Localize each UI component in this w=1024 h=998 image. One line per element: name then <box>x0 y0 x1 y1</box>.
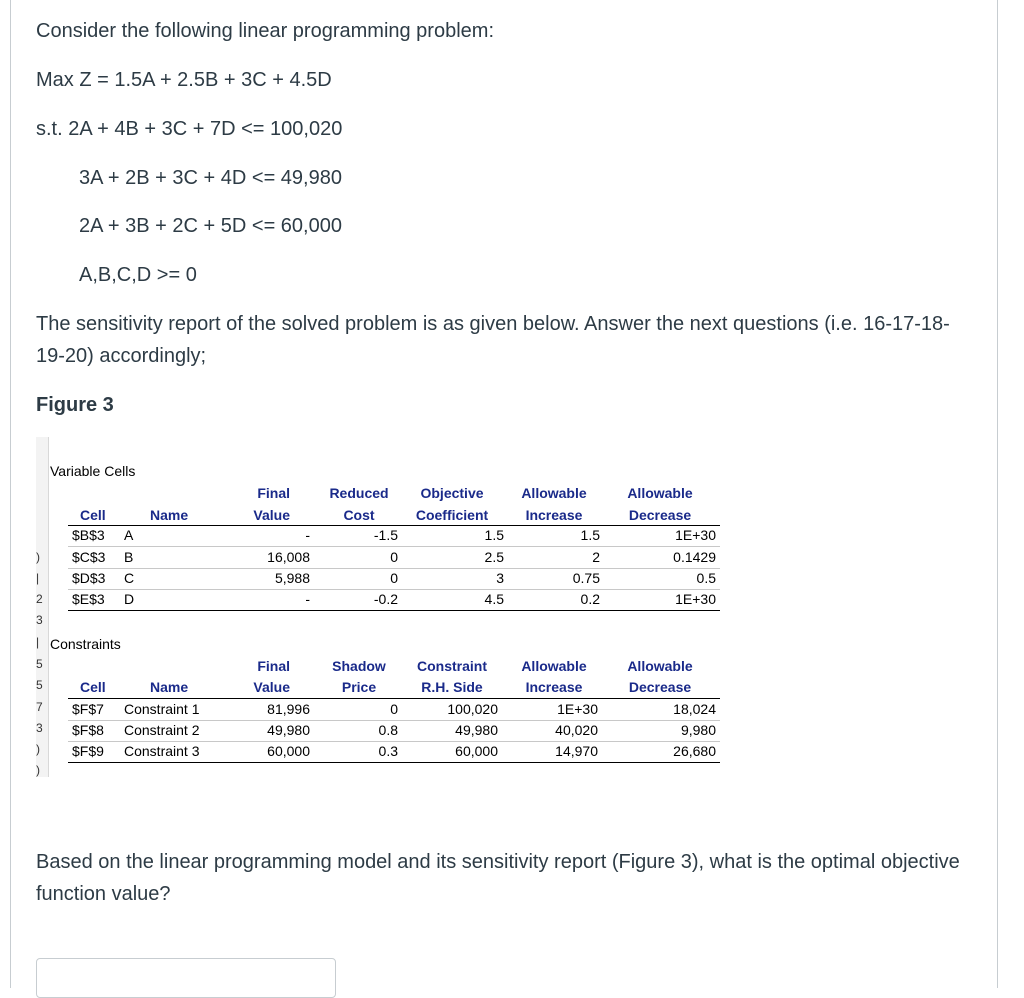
con-cell-ref: $F$7 <box>72 701 104 717</box>
con-header-rule <box>68 698 720 699</box>
con-allowable-decrease: 18,024 <box>673 701 716 717</box>
grid-line <box>68 546 720 547</box>
row-marker: 3 <box>36 613 43 627</box>
var-header-decrease-2: Decrease <box>628 507 692 523</box>
var-cell-ref: $D$3 <box>72 570 106 586</box>
var-header-final-1: Final <box>257 485 290 501</box>
nonnegativity-text: A,B,C,D >= 0 <box>79 264 197 286</box>
con-name: Constraint 3 <box>124 743 200 759</box>
question-prompt: Based on the linear programming model and its sensitivity report (Figure 3), what is the optimal objective function value? <box>36 851 960 905</box>
var-name: D <box>124 591 135 607</box>
var-reduced-cost: -0.2 <box>373 591 398 607</box>
con-header-name: Name <box>150 679 189 695</box>
grid-line <box>68 741 720 742</box>
con-rhs: 100,020 <box>447 701 498 717</box>
con-header-increase-1: Allowable <box>521 658 587 674</box>
row-marker: 2 <box>36 592 43 606</box>
con-header-decrease-1: Allowable <box>627 658 693 674</box>
con-header-rhs-2: R.H. Side <box>421 679 483 695</box>
var-objective-coef: 3 <box>496 570 504 586</box>
grid-line <box>68 568 720 569</box>
var-bottom-rule <box>68 610 720 611</box>
con-cell-ref: $F$8 <box>72 722 104 738</box>
var-allowable-decrease: 0.1429 <box>673 549 716 565</box>
con-header-final-1: Final <box>257 658 290 674</box>
var-allowable-increase: 1.5 <box>580 527 600 543</box>
variable-cells-title: Variable Cells <box>50 463 136 479</box>
con-allowable-increase: 40,020 <box>555 722 598 738</box>
var-header-reduced-2: Cost <box>343 507 375 523</box>
row-marker: ) <box>36 763 40 777</box>
var-allowable-increase: 2 <box>592 549 600 565</box>
var-allowable-decrease: 1E+30 <box>675 591 716 607</box>
var-allowable-increase: 0.75 <box>572 570 600 586</box>
grid-line <box>68 589 720 590</box>
var-header-objective-2: Coefficient <box>415 507 489 523</box>
row-marker: | <box>36 571 40 585</box>
row-marker: 3 <box>36 721 43 735</box>
var-name: B <box>124 549 134 565</box>
con-header-final-2: Value <box>253 679 290 695</box>
con-header-shadow-2: Price <box>341 679 377 695</box>
var-cell-ref: $E$3 <box>72 591 105 607</box>
sensitivity-report-figure <box>36 437 726 777</box>
grid-line <box>68 720 720 721</box>
con-header-cell: Cell <box>80 679 106 695</box>
row-header-strip <box>36 437 49 777</box>
var-reduced-cost: 0 <box>390 570 398 586</box>
var-header-decrease-1: Allowable <box>627 485 693 501</box>
sensitivity-intro: The sensitivity report of the solved problem is as given below. Answer the next questions (i.e. 16-17-18-19-20) accordingly; <box>36 313 950 367</box>
objective-function: Max Z = 1.5A + 2.5B + 3C + 4.5D <box>36 69 332 91</box>
con-allowable-decrease: 26,680 <box>673 743 716 759</box>
con-shadow-price: 0.3 <box>378 743 398 759</box>
var-final-value: 5,988 <box>274 570 310 586</box>
var-reduced-cost: 0 <box>390 549 398 565</box>
var-cell-ref: $C$3 <box>72 549 106 565</box>
con-shadow-price: 0.8 <box>378 722 398 738</box>
var-header-reduced-1: Reduced <box>329 485 389 501</box>
var-objective-coef: 4.5 <box>484 591 504 607</box>
var-header-cell: Cell <box>80 507 106 523</box>
constraint-1-text: s.t. 2A + 4B + 3C + 7D <= 100,020 <box>36 118 343 140</box>
var-allowable-decrease: 1E+30 <box>675 527 716 543</box>
var-allowable-increase: 0.2 <box>580 591 600 607</box>
var-name: A <box>124 527 134 543</box>
var-allowable-decrease: 0.5 <box>696 570 716 586</box>
con-cell-ref: $F$9 <box>72 743 104 759</box>
constraint-2-text: 3A + 2B + 3C + 4D <= 49,980 <box>79 167 342 189</box>
intro-text: Consider the following linear programming problem: <box>36 20 494 42</box>
figure-label: Figure 3 <box>36 394 114 416</box>
var-final-value: - <box>305 591 310 607</box>
answer-input[interactable] <box>36 958 336 998</box>
var-final-value: 16,008 <box>267 549 310 565</box>
row-marker: 5 <box>36 657 43 671</box>
var-objective-coef: 2.5 <box>484 549 504 565</box>
constraints-title: Constraints <box>50 636 121 652</box>
con-final-value: 49,980 <box>267 722 310 738</box>
var-header-increase-1: Allowable <box>521 485 587 501</box>
var-objective-coef: 1.5 <box>484 527 504 543</box>
var-name: C <box>124 570 135 586</box>
con-allowable-decrease: 9,980 <box>680 722 716 738</box>
con-allowable-increase: 14,970 <box>555 743 598 759</box>
con-bottom-rule <box>68 762 720 763</box>
var-header-objective-1: Objective <box>420 485 484 501</box>
con-header-increase-2: Increase <box>525 679 583 695</box>
con-shadow-price: 0 <box>390 701 398 717</box>
con-header-rhs-1: Constraint <box>417 658 487 674</box>
row-marker: | <box>36 635 40 649</box>
row-marker: 5 <box>36 678 43 692</box>
con-header-shadow-1: Shadow <box>332 658 386 674</box>
row-marker: ) <box>36 742 40 756</box>
row-marker: ) <box>36 550 40 564</box>
con-header-decrease-2: Decrease <box>628 679 692 695</box>
var-header-rule <box>68 525 720 526</box>
var-header-final-2: Value <box>253 507 290 523</box>
var-reduced-cost: -1.5 <box>373 527 398 543</box>
var-header-name: Name <box>150 507 189 523</box>
con-name: Constraint 2 <box>124 722 200 738</box>
constraint-3-text: 2A + 3B + 2C + 5D <= 60,000 <box>79 215 342 237</box>
var-header-increase-2: Increase <box>525 507 583 523</box>
var-cell-ref: $B$3 <box>72 527 105 543</box>
con-rhs: 49,980 <box>455 722 498 738</box>
row-marker: 7 <box>36 700 43 714</box>
con-name: Constraint 1 <box>124 701 200 717</box>
con-final-value: 81,996 <box>267 701 310 717</box>
con-rhs: 60,000 <box>455 743 498 759</box>
con-final-value: 60,000 <box>267 743 310 759</box>
var-final-value: - <box>305 527 310 543</box>
con-allowable-increase: 1E+30 <box>557 701 598 717</box>
